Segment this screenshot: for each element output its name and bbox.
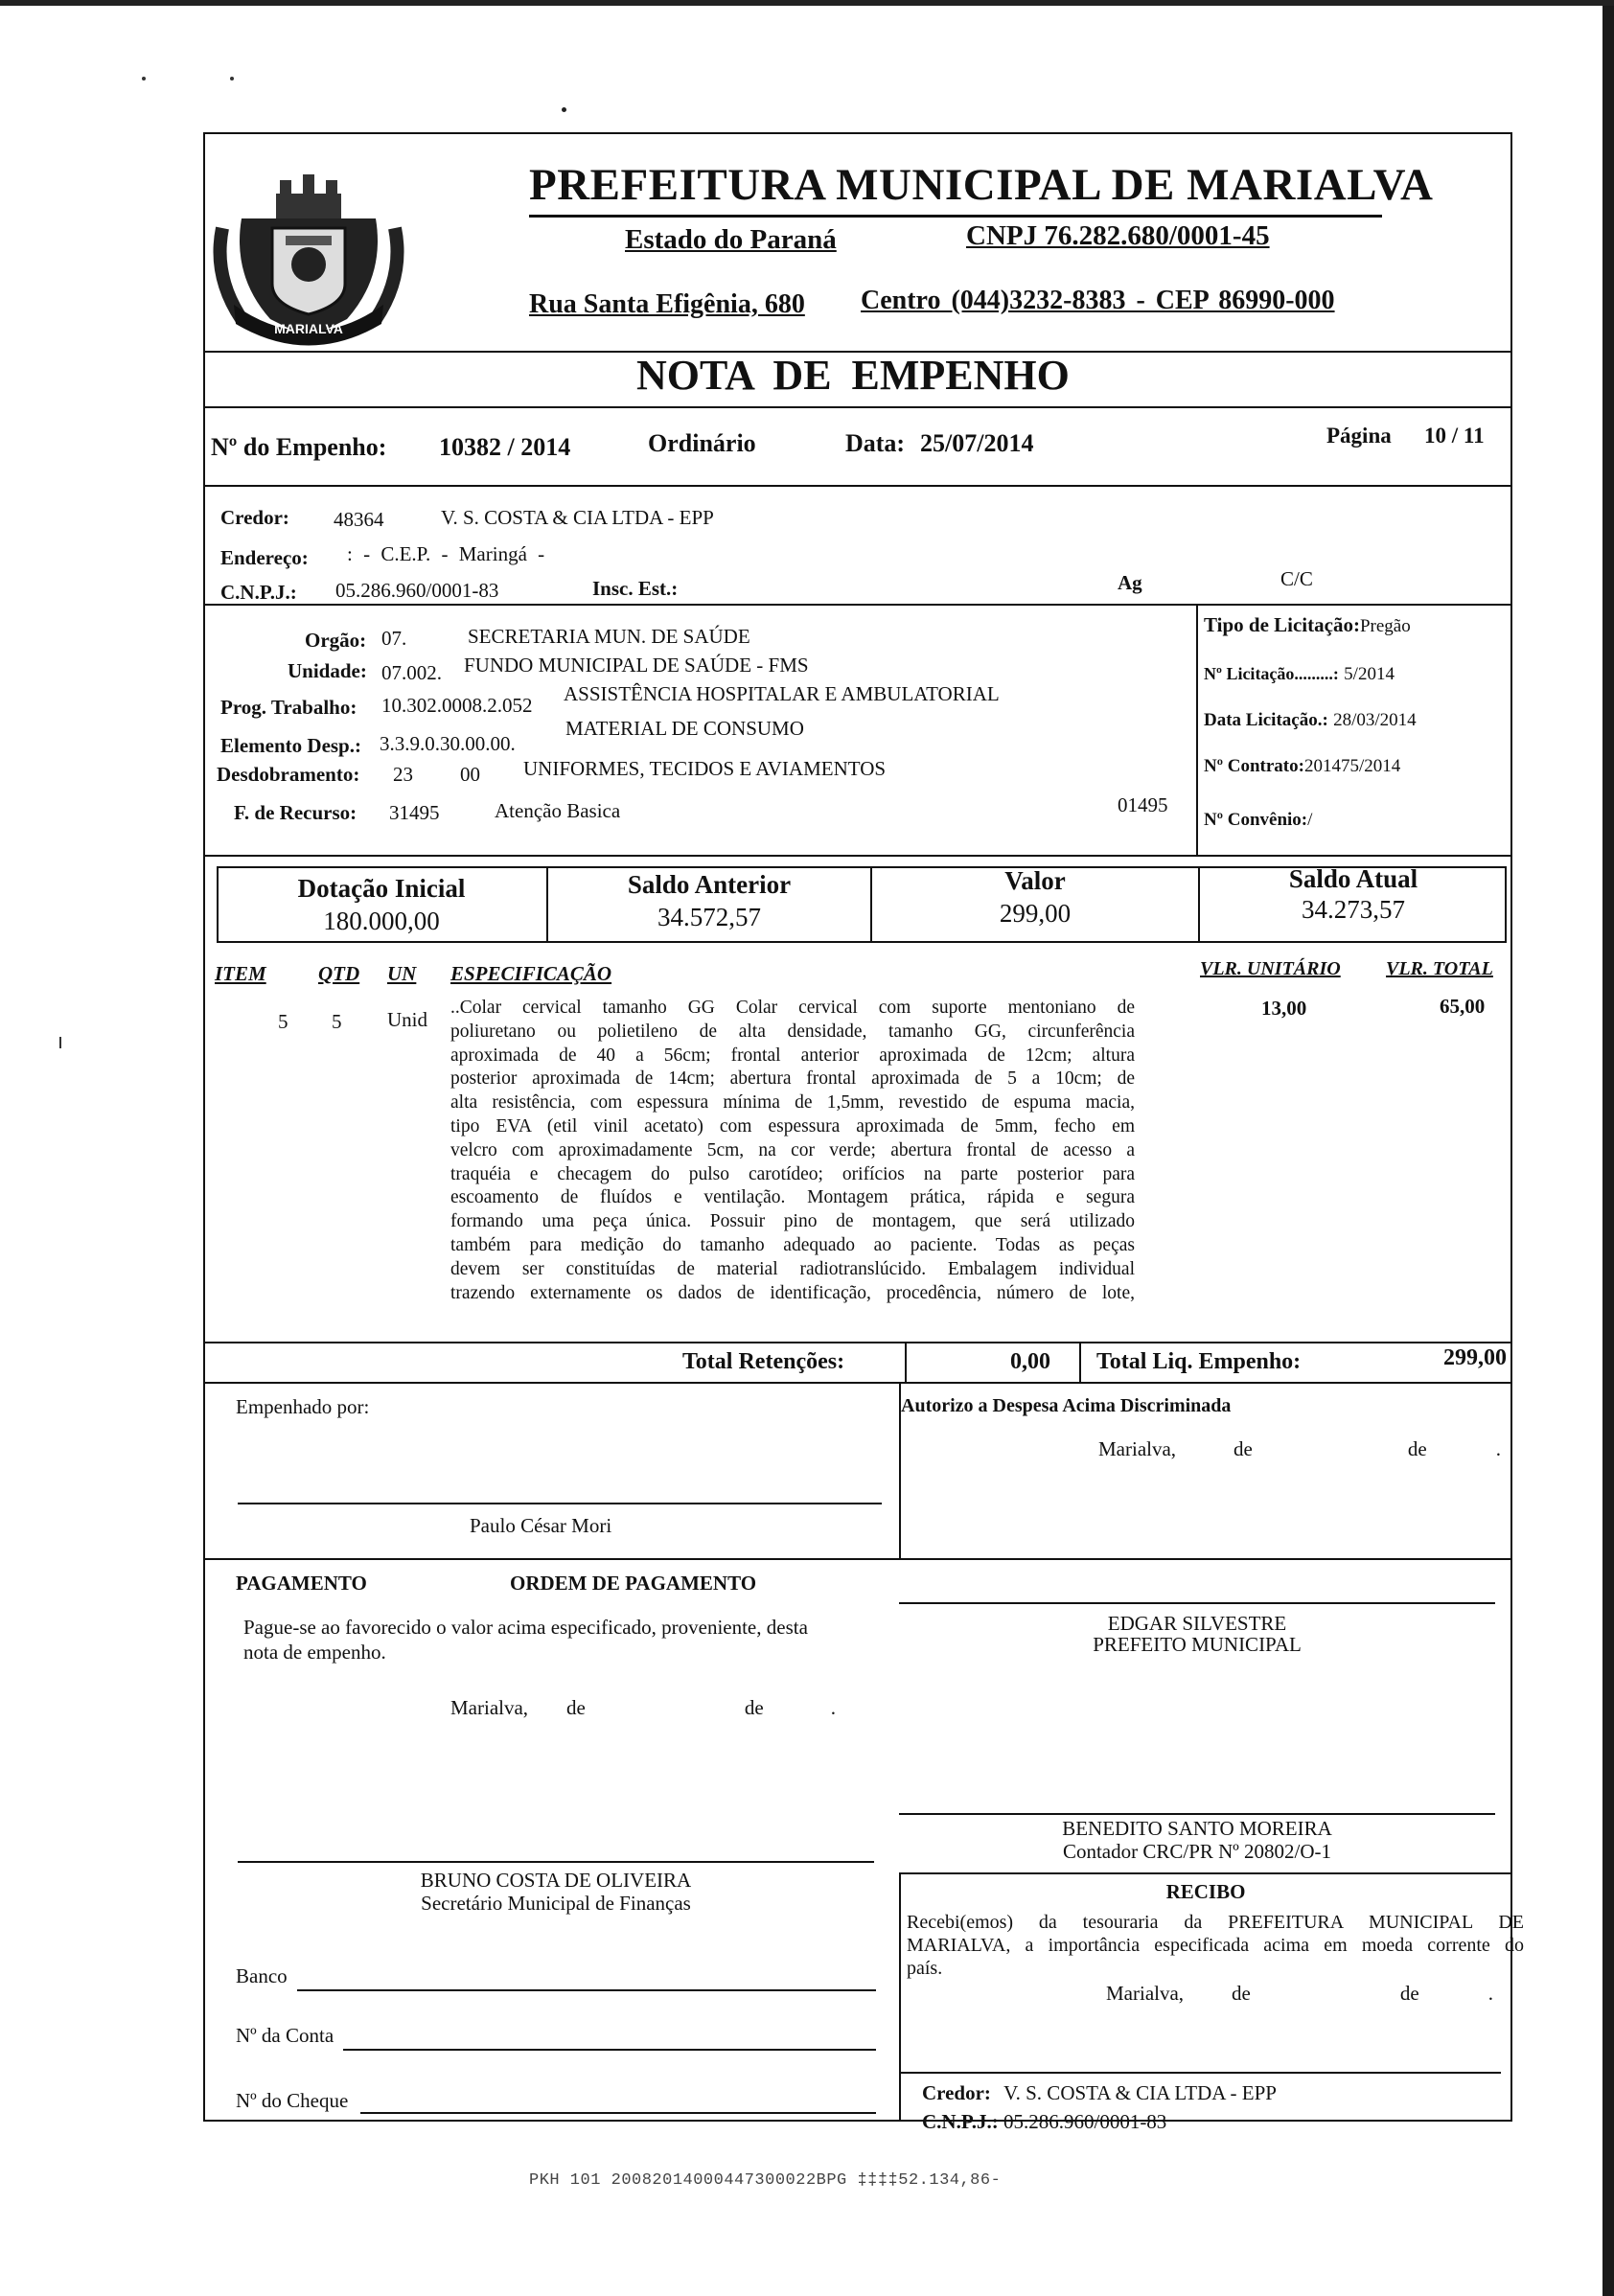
contract-number bbox=[1204, 753, 1400, 777]
footer-code: PKH 101 20082014000447300022BPG ‡‡‡‡52.134,86- bbox=[529, 2171, 1002, 2190]
empenho-type: Ordinário bbox=[648, 429, 756, 457]
address-value: : - C.E.P. - Maringá - bbox=[347, 542, 545, 565]
date-de: de bbox=[1234, 1437, 1253, 1460]
secretario-name: BRUNO COSTA DE OLIVEIRA bbox=[420, 1869, 692, 1892]
signature-line bbox=[238, 1503, 882, 1504]
item-description-line: velcro com aproximadamente 5cm, na cor verde; abertura frontal de acesso a bbox=[450, 1139, 1135, 1160]
crest-banner-text: MARIALVA bbox=[274, 321, 343, 336]
pagamento-label: PAGAMENTO bbox=[236, 1572, 367, 1595]
municipality-title: PREFEITURA MUNICIPAL DE MARIALVA bbox=[529, 160, 1434, 210]
scan-speck bbox=[142, 77, 146, 80]
saldo-anterior-label: Saldo Anterior bbox=[627, 870, 792, 899]
autorizo-date bbox=[1098, 1437, 1501, 1461]
licitacao-number bbox=[1204, 661, 1395, 685]
page-number: 10 / 11 bbox=[1424, 424, 1485, 448]
total-retencoes-label: Total Retenções: bbox=[682, 1349, 845, 1374]
conta-field-line bbox=[343, 2049, 876, 2051]
date-de: de bbox=[1407, 1437, 1427, 1460]
scan-top-edge bbox=[0, 0, 1614, 6]
saldo-anterior-value: 34.572,57 bbox=[657, 903, 761, 931]
desdobramento-sub: 00 bbox=[460, 763, 480, 786]
licitacao-date-label: Data Licitação.: bbox=[1204, 710, 1328, 730]
unidade-name: FUNDO MUNICIPAL DE SAÚDE - FMS bbox=[464, 654, 809, 677]
saldo-atual-value: 34.273,57 bbox=[1302, 895, 1405, 924]
recibo-line: Recebi(emos) da tesouraria da PREFEITURA MUNICIPAL DE bbox=[907, 1912, 1524, 1933]
contador-role: Contador CRC/PR Nº 20802/O-1 bbox=[1062, 1840, 1332, 1863]
pagamento-text: Pague-se ao favorecido o valor acima especificado, proveniente, desta bbox=[243, 1616, 808, 1639]
credor-label: Credor: bbox=[220, 506, 289, 529]
item-description-line: posterior aproximada de 14cm; abertura frontal aproximada de 5 a 10cm; de bbox=[450, 1068, 1135, 1090]
page-label: Página bbox=[1326, 424, 1392, 448]
col-espec-header: ESPECIFICAÇÃO bbox=[450, 962, 612, 985]
item-qty: 5 bbox=[332, 1010, 342, 1033]
vertical-divider bbox=[905, 1342, 907, 1382]
empenho-label: Nº do Empenho: bbox=[211, 433, 387, 461]
prefeito-role: PREFEITO MUNICIPAL bbox=[1093, 1633, 1302, 1656]
cnpj-header: CNPJ 76.282.680/0001-45 bbox=[966, 220, 1270, 251]
prefeito-name: EDGAR SILVESTRE bbox=[1107, 1612, 1287, 1635]
elemento-code: 3.3.9.0.30.00.00. bbox=[380, 732, 516, 755]
pagamento-text: nota de empenho. bbox=[243, 1641, 386, 1664]
banco-label: Banco bbox=[236, 1964, 288, 1987]
convenio-number bbox=[1204, 807, 1312, 831]
item-unit-price: 13,00 bbox=[1261, 997, 1307, 1020]
scan-speck bbox=[562, 107, 566, 112]
recibo-cnpj bbox=[922, 2110, 1166, 2134]
empenhado-signer: Paulo César Mori bbox=[470, 1514, 612, 1537]
programa-label: Prog. Trabalho: bbox=[220, 696, 357, 719]
credor-name: V. S. COSTA & CIA LTDA - EPP bbox=[441, 506, 714, 529]
item-description-line: formando uma peça única. Possuir pino de montagem, que será utilizado bbox=[450, 1211, 1135, 1232]
signature-line bbox=[901, 2072, 1501, 2074]
saldo-atual-label: Saldo Atual bbox=[1288, 864, 1418, 893]
empenhado-label: Empenhado por: bbox=[236, 1395, 370, 1418]
item-description-line: aproximada de 40 a 56cm; frontal anterior aproximada de 12cm; altura bbox=[450, 1045, 1135, 1066]
item-description bbox=[450, 997, 1135, 1305]
contador-name: BENEDITO SANTO MOREIRA bbox=[1062, 1817, 1332, 1840]
desdobramento-code: 23 bbox=[393, 763, 413, 786]
valor-label: Valor bbox=[1004, 866, 1066, 895]
elemento-name: MATERIAL DE CONSUMO bbox=[565, 717, 804, 740]
contract-number-label: Nº Contrato: bbox=[1204, 756, 1304, 776]
elemento-label: Elemento Desp.: bbox=[220, 734, 361, 757]
address-label: Endereço: bbox=[220, 546, 309, 569]
credor-code: 48364 bbox=[334, 508, 384, 531]
date-label: Data: bbox=[845, 429, 906, 457]
signature-line bbox=[899, 1813, 1495, 1815]
total-liquido-label: Total Liq. Empenho: bbox=[1096, 1349, 1302, 1374]
licitacao-date bbox=[1204, 707, 1417, 731]
banco-field-line bbox=[297, 1989, 876, 1991]
item-unit: Unid bbox=[387, 1008, 427, 1031]
secretario-role: Secretário Municipal de Finanças bbox=[421, 1892, 691, 1915]
col-un-header: UN bbox=[387, 962, 417, 985]
recibo-cnpj-label: C.N.P.J.: bbox=[922, 2110, 999, 2133]
convenio-number-value: / bbox=[1307, 810, 1313, 830]
item-description-line: também para medição do tamanho adequado ao paciente. Todas as peças bbox=[450, 1234, 1135, 1255]
divider bbox=[203, 485, 1512, 487]
divider bbox=[899, 1872, 1512, 1874]
desdobramento-label: Desdobramento: bbox=[217, 763, 360, 786]
item-description-line: devem ser constituídas de material radiotranslúcido. Embalagem individual bbox=[450, 1258, 1135, 1279]
recibo-text bbox=[907, 1911, 1524, 1980]
programa-code: 10.302.0008.2.052 bbox=[381, 694, 533, 717]
item-total-price: 65,00 bbox=[1440, 995, 1486, 1018]
conta-label: Nº da Conta bbox=[236, 2024, 334, 2047]
fonte-code: 31495 bbox=[389, 801, 440, 824]
document-title: NOTA DE EMPENHO bbox=[636, 352, 1070, 399]
date-dot: . bbox=[1495, 1437, 1501, 1460]
total-liquido-value: 299,00 bbox=[1443, 1345, 1507, 1370]
agency-label: Ag bbox=[1118, 571, 1142, 594]
date-city: Marialva, bbox=[1106, 1982, 1185, 2005]
vertical-divider bbox=[1079, 1342, 1081, 1382]
orgao-code: 07. bbox=[381, 627, 407, 650]
contact-text: Centro (044)3232-8383 - CEP 86990-000 bbox=[861, 286, 1335, 315]
unidade-code: 07.002. bbox=[381, 661, 442, 684]
licitacao-type bbox=[1204, 613, 1411, 637]
cheque-field-line bbox=[360, 2112, 876, 2114]
insc-label: Insc. Est.: bbox=[592, 577, 679, 600]
cheque-label: Nº do Cheque bbox=[236, 2089, 349, 2112]
col-item-header: ITEM bbox=[215, 962, 266, 985]
item-description-line: trazendo externamente os dados de identificação, procedência, número de lote, bbox=[450, 1282, 1135, 1303]
licitacao-type-label: Tipo de Licitação: bbox=[1204, 613, 1360, 636]
licitacao-number-label: Nº Licitação.........: bbox=[1204, 664, 1339, 683]
municipal-crest-icon bbox=[213, 161, 404, 353]
item-description-line: tipo EVA (etil vinil acetato) com espessura aproximada de 5mm, fecho em bbox=[450, 1115, 1135, 1137]
cnpj-value: 05.286.960/0001-83 bbox=[335, 579, 499, 602]
divider bbox=[203, 1342, 1512, 1343]
divider bbox=[203, 1558, 1512, 1560]
divider bbox=[203, 1382, 1512, 1384]
signature-line bbox=[238, 1861, 874, 1863]
signature-line bbox=[899, 1602, 1495, 1604]
recibo-line: país. bbox=[907, 1958, 943, 1979]
scan-edge bbox=[1602, 0, 1614, 2296]
date-de: de bbox=[1232, 1982, 1251, 2005]
fonte-label: F. de Recurso: bbox=[234, 801, 357, 824]
contract-number-value: 201475/2014 bbox=[1303, 756, 1401, 776]
date-city: Marialva, bbox=[1098, 1437, 1177, 1460]
date-de: de bbox=[744, 1696, 764, 1719]
account-label: C/C bbox=[1280, 567, 1313, 590]
item-description-line: escoamento de fluídos e ventilação. Montagem prática, rápida e segura bbox=[450, 1187, 1135, 1208]
orgao-name: SECRETARIA MUN. DE SAÚDE bbox=[468, 625, 750, 648]
col-total-header: VLR. TOTAL bbox=[1386, 958, 1493, 979]
item-description-line: poliuretano ou polietileno de alta densidade, tamanho GG, circunferência bbox=[450, 1021, 1135, 1042]
date-value: 25/07/2014 bbox=[920, 429, 1034, 457]
licitacao-type-value: Pregão bbox=[1359, 616, 1411, 636]
item-description-line: alta resistência, com espessura mínima de 1,5mm, revestido de espuma macia, bbox=[450, 1092, 1135, 1114]
divider bbox=[203, 855, 1512, 857]
ordem-pagamento-label: ORDEM DE PAGAMENTO bbox=[510, 1572, 757, 1595]
col-qtd-header: QTD bbox=[318, 962, 360, 985]
fonte-name: Atenção Basica bbox=[495, 799, 621, 822]
cnpj-label: C.N.P.J.: bbox=[220, 581, 297, 604]
valor-value: 299,00 bbox=[999, 899, 1072, 928]
recibo-credor-label: Credor: bbox=[922, 2081, 991, 2104]
unidade-label: Unidade: bbox=[288, 659, 367, 682]
fonte-right-code: 01495 bbox=[1118, 793, 1168, 816]
recibo-cnpj-value: 05.286.960/0001-83 bbox=[1003, 2110, 1167, 2133]
date-dot: . bbox=[830, 1696, 836, 1719]
total-retencoes-value: 0,00 bbox=[1010, 1349, 1050, 1374]
item-description-line: ..Colar cervical tamanho GG Colar cervical com suporte mentoniano de bbox=[450, 998, 1135, 1018]
vertical-divider bbox=[899, 1872, 901, 2122]
empenho-number: 10382 / 2014 bbox=[439, 433, 571, 461]
scan-speck bbox=[230, 77, 234, 80]
desdobramento-name: UNIFORMES, TECIDOS E AVIAMENTOS bbox=[523, 757, 887, 780]
col-unit-header: VLR. UNITÁRIO bbox=[1200, 958, 1341, 979]
autorizo-label: Autorizo a Despesa Acima Discriminada bbox=[901, 1395, 1232, 1416]
dotacao-inicial-value: 180.000,00 bbox=[323, 907, 440, 935]
item-number: 5 bbox=[278, 1010, 288, 1033]
street-text: Rua Santa Efigênia, 680 bbox=[529, 289, 805, 319]
programa-name: ASSISTÊNCIA HOSPITALAR E AMBULATORIAL bbox=[564, 682, 1000, 705]
state-text: Estado do Paraná bbox=[625, 224, 837, 255]
vertical-divider bbox=[1196, 604, 1198, 855]
scan-speck bbox=[59, 1037, 61, 1048]
divider bbox=[203, 604, 1512, 606]
date-de: de bbox=[1399, 1982, 1419, 2005]
divider bbox=[203, 406, 1512, 408]
date-de: de bbox=[566, 1696, 586, 1719]
licitacao-date-value: 28/03/2014 bbox=[1333, 710, 1417, 730]
recibo-date bbox=[1106, 1982, 1493, 2006]
licitacao-number-value: 5/2014 bbox=[1344, 664, 1395, 684]
pagamento-date bbox=[450, 1696, 836, 1720]
recibo-credor bbox=[922, 2081, 1277, 2105]
recibo-credor-value: V. S. COSTA & CIA LTDA - EPP bbox=[1003, 2081, 1277, 2104]
orgao-label: Orgão: bbox=[305, 629, 367, 652]
recibo-label: RECIBO bbox=[1165, 1880, 1246, 1903]
dotacao-inicial-label: Dotação Inicial bbox=[297, 874, 466, 903]
date-city: Marialva, bbox=[450, 1696, 529, 1719]
item-description-line: traquéia e checagem do pulso carotídeo; orifícios na parte posterior para bbox=[450, 1163, 1135, 1184]
date-dot: . bbox=[1487, 1982, 1493, 2005]
convenio-number-label: Nº Convênio: bbox=[1204, 810, 1308, 830]
recibo-line: MARIALVA, a importância especificada acima em moeda corrente do bbox=[907, 1935, 1524, 1956]
title-underline bbox=[529, 215, 1382, 218]
